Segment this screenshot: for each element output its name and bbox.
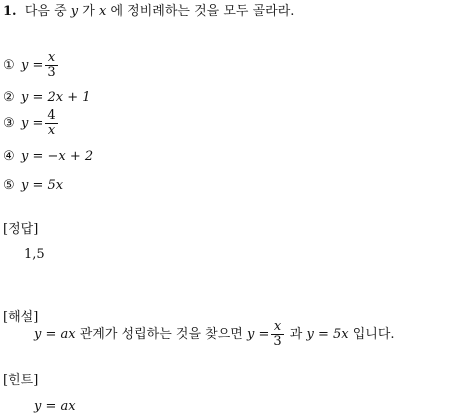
option-4 <box>3 150 93 163</box>
fraction-denominator: 3 <box>47 65 56 80</box>
option-lhs: y = <box>21 116 44 131</box>
question-number: 1. <box>3 4 17 19</box>
explanation-text-2: 과 <box>289 327 303 342</box>
option-lhs: y = <box>21 149 44 164</box>
fraction-numerator: 4 <box>47 108 56 123</box>
option-marker: ② <box>3 90 15 105</box>
explanation-text-1: 관계가 성립하는 것을 찾으면 <box>79 327 243 342</box>
option-lhs: y = <box>21 58 44 73</box>
explanation-line <box>34 321 395 348</box>
option-lhs: y = <box>21 90 44 105</box>
hint-heading: [힌트] <box>3 373 39 388</box>
option-fraction <box>45 110 57 137</box>
option-lhs: y = <box>21 178 44 193</box>
question-var-y: y <box>70 4 79 19</box>
option-marker: ④ <box>3 149 15 164</box>
option-marker: ① <box>3 58 15 73</box>
question-text-1: 다음 중 <box>24 4 67 19</box>
answer-heading: [정답] <box>3 222 39 237</box>
explanation-formula-2: y = 5x <box>306 327 349 342</box>
fraction-numerator: x <box>45 52 57 66</box>
explanation-heading: [해설] <box>3 310 39 325</box>
answer-value: 1,5 <box>24 247 45 262</box>
question-text-2: 가 <box>82 4 95 19</box>
hint-formula: y = ax <box>34 399 76 414</box>
option-3 <box>3 110 60 137</box>
explanation-fraction <box>271 321 283 348</box>
question-var-x: x <box>99 4 107 19</box>
option-2 <box>3 91 91 104</box>
option-expression: 5x <box>47 178 64 193</box>
fraction-denominator: 3 <box>273 334 282 349</box>
option-expression: 2x + 1 <box>47 90 91 105</box>
option-1 <box>3 52 60 79</box>
explanation-lhs: y = <box>246 327 270 342</box>
explanation-formula: y = ax <box>34 327 76 342</box>
option-expression: −x + 2 <box>47 149 94 164</box>
option-fraction <box>45 52 57 79</box>
question-line <box>3 5 294 18</box>
option-5 <box>3 179 63 192</box>
option-marker: ⑤ <box>3 178 15 193</box>
fraction-numerator: x <box>271 321 283 335</box>
fraction-denominator: x <box>47 123 56 138</box>
option-marker: ③ <box>3 116 15 131</box>
question-text-3: 에 정비례하는 것을 모두 골라라. <box>110 4 295 19</box>
explanation-text-3: 입니다. <box>352 327 395 342</box>
